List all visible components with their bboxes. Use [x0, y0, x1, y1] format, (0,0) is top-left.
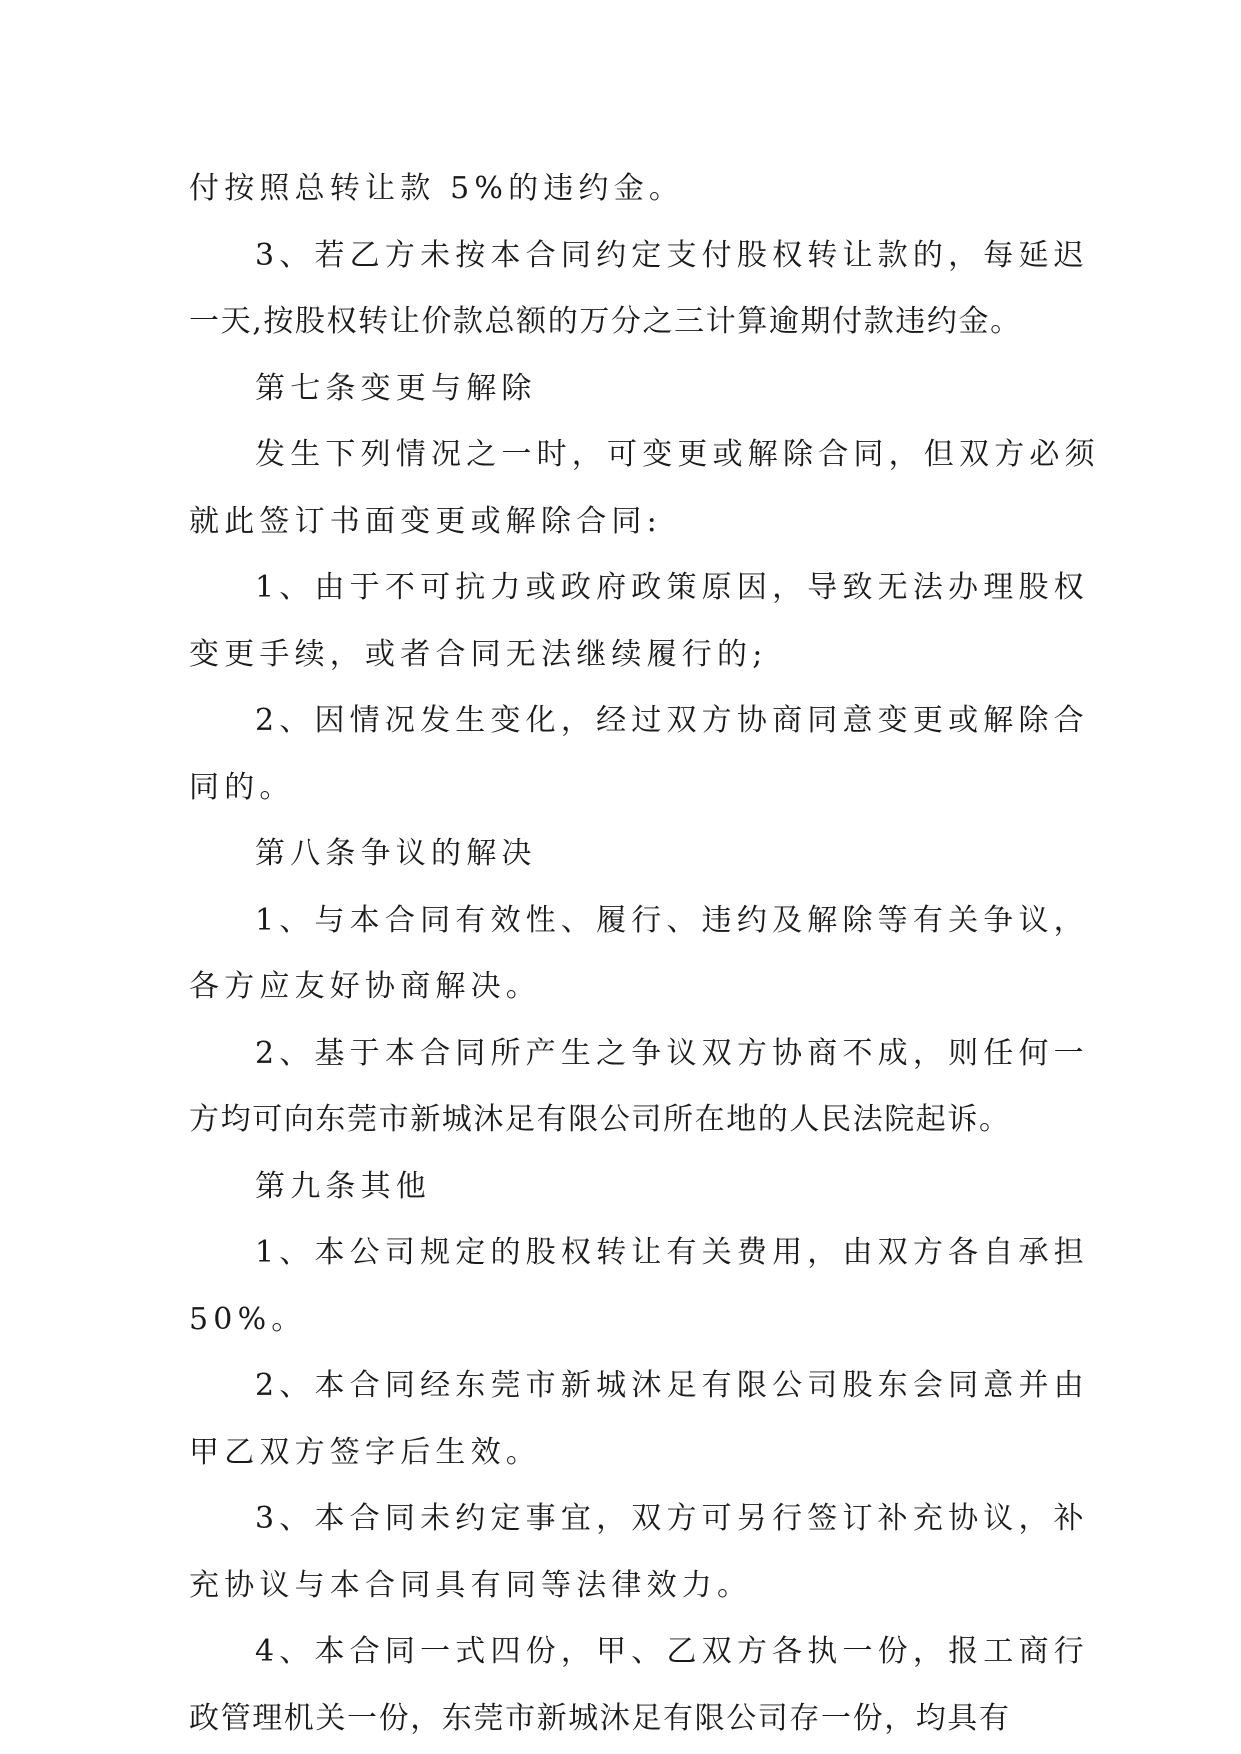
text-line: 50%。 — [189, 1301, 307, 1337]
text-line: 一天,按股权转让价款总额的万分之三计算逾期付款违约金。 — [189, 304, 1022, 339]
section-heading: 第八条争议的解决 — [255, 836, 537, 871]
text-line: 1、由于不可抗力或政府政策原因，导致无法办理股权 — [255, 570, 1089, 605]
text-line: 3、若乙方未按本合同约定支付股权转让款的，每延迟 — [255, 237, 1089, 273]
text-line: 甲乙双方签字后生效。 — [189, 1434, 541, 1470]
text-line: 充协议与本合同具有同等法律效力。 — [189, 1567, 753, 1603]
text-line: 同的。 — [189, 769, 295, 805]
text-line: 1、本公司规定的股权转让有关费用，由双方各自承担 — [255, 1235, 1089, 1270]
text-line: 变更手续，或者合同无法继续履行的; — [189, 636, 768, 672]
section-heading: 第七条变更与解除 — [255, 370, 537, 406]
text-line: 2、本合同经东莞市新城沐足有限公司股东会同意并由 — [255, 1368, 1089, 1403]
text-line: 政管理机关一份，东莞市新城沐足有限公司存一份，均具有 — [189, 1700, 1011, 1736]
text-line: 3、本合同未约定事宜，双方可另行签订补充协议，补 — [255, 1501, 1089, 1536]
text-line: 2、因情况发生变化，经过双方协商同意变更或解除合 — [255, 703, 1089, 738]
text-line: 发生下列情况之一时，可变更或解除合同，但双方必须 — [255, 437, 1100, 472]
text-line: 1、与本合同有效性、履行、违约及解除等有关争议， — [255, 902, 1089, 938]
document-body — [189, 156, 1100, 1752]
text-line: 各方应友好协商解决。 — [189, 969, 541, 1004]
section-heading: 第九条其他 — [255, 1168, 431, 1204]
text-line: 方均可向东莞市新城沐足有限公司所在地的人民法院起诉。 — [189, 1102, 1011, 1137]
text-line: 4、本合同一式四份，甲、乙双方各执一份，报工商行 — [255, 1634, 1089, 1669]
text-line: 付按照总转让款 5%的违约金。 — [189, 171, 685, 206]
text-line: 就此签订书面变更或解除合同: — [189, 503, 662, 539]
text-line: 2、基于本合同所产生之争议双方协商不成，则任何一 — [255, 1035, 1089, 1071]
